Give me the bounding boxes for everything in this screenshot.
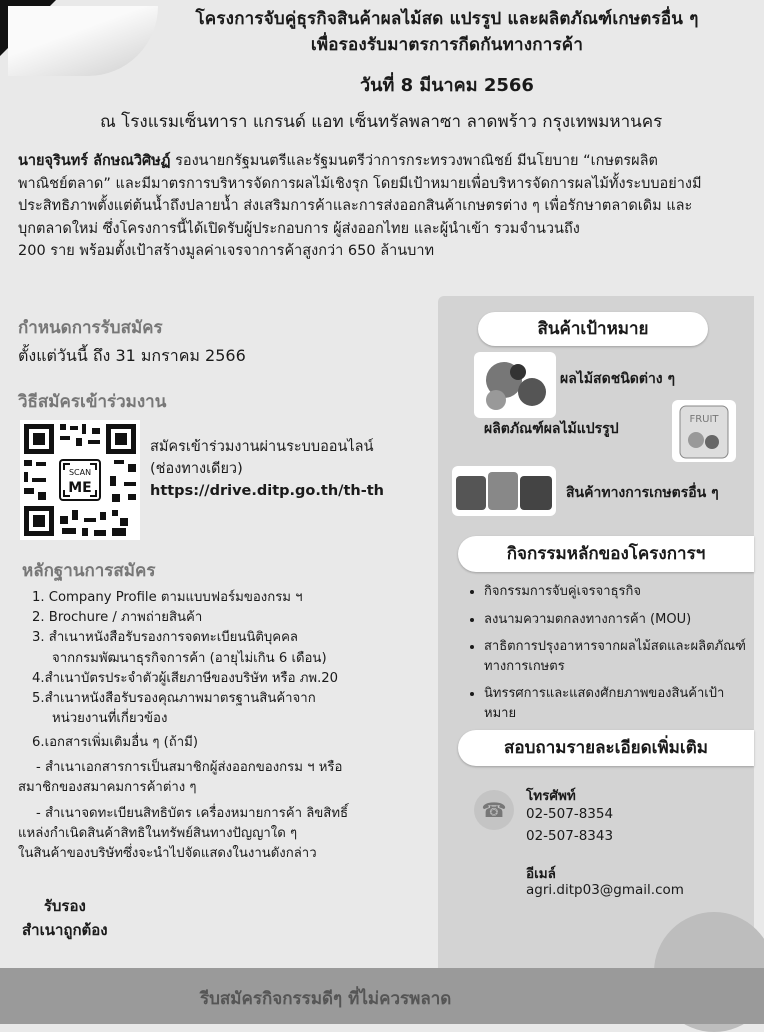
- qr-code[interactable]: [20, 420, 140, 540]
- fruit-can-icon: [672, 400, 736, 462]
- header: [150, 6, 744, 99]
- target-processed-fruit: ผลิตภัณฑ์ผลไม้แปรรูป: [484, 421, 619, 437]
- document-item: 4.สำเนาบัตรประจำตัวผู้เสียภาษีของบริษัท หรือ ภพ.20: [32, 670, 339, 686]
- phone-number-1[interactable]: 02-507-8354: [526, 806, 614, 822]
- title-line-1: โครงการจับคู่ธุรกิจสินค้าผลไม้สด แปรรูป และผลิตภัณฑ์เกษตรอื่น ๆ: [195, 9, 699, 29]
- intro-line-3: ประสิทธิภาพตั้งแต่ต้นน้ำถึงปลายน้ำ ส่งเสริมการค้าและการส่งออกสินค้าเกษตรต่าง ๆ เพื่อรักษาตลาดเดิม และ: [18, 198, 693, 214]
- fresh-fruit-icon: [474, 352, 556, 418]
- phone-label: โทรศัพท์: [526, 788, 576, 804]
- activity-item: • สาธิตการปรุงอาหารจากผลไม้สดและผลิตภัณฑ์ทางการเกษตร: [484, 637, 754, 676]
- document-item: 3. สำเนาหนังสือรับรองการจดทะเบียนนิติบุคคล: [32, 630, 299, 646]
- certified-line-1: รับรอง: [43, 897, 86, 915]
- deadline-heading: กำหนดการรับสมัคร: [18, 318, 163, 338]
- activity-item: • ลงนามความตกลงทางการค้า (MOU): [484, 610, 754, 630]
- document-item: 5.สำเนาหนังสือรับรองคุณภาพมาตรฐานสินค้าจาก: [32, 691, 316, 707]
- agri-products-image: [452, 466, 556, 516]
- intro-line-4: บุกตลาดใหม่ ซึ่งโครงการนี้ได้เปิดรับผู้ประกอบการ ผู้ส่งออกไทย และผู้นำเข้า รวมจำนวนถึง: [18, 220, 580, 237]
- registration-line-1: สมัครเข้าร่วมงานผ่านระบบออนไลน์: [150, 439, 374, 455]
- document-item: 1. Company Profile ตามแบบฟอร์มของกรม ฯ: [32, 590, 303, 605]
- activity-item: • กิจกรรมการจับคู่เจรจาธุรกิจ: [484, 582, 754, 602]
- registration-url[interactable]: https://drive.ditp.go.th/th-th: [150, 483, 384, 499]
- fruit-can-image: [672, 400, 736, 462]
- email-address[interactable]: agri.ditp03@gmail.com: [526, 882, 684, 898]
- activities-list: [470, 582, 754, 731]
- activity-item: • นิทรรศการและแสดงศักยภาพของสินค้าเป้าหมาย: [484, 684, 754, 723]
- document-item-continued: หน่วยงานที่เกี่ยวข้อง: [52, 711, 168, 727]
- activities-heading: กิจกรรมหลักของโครงการฯ: [458, 536, 754, 572]
- intro-paragraph: [18, 150, 742, 263]
- phone-number-2[interactable]: 02-507-8343: [526, 828, 614, 844]
- fruit-can-label: FRUIT: [689, 414, 719, 425]
- target-agri-products: สินค้าทางการเกษตรอื่น ๆ: [566, 485, 719, 501]
- footer-slogan: รีบสมัครกิจกรรมดีๆ ที่ไม่ควรพลาด: [200, 989, 452, 1009]
- qr-scan-label: SCAN: [68, 468, 92, 477]
- minister-name: นายจุรินทร์ ลักษณวิศิษฏ์: [18, 153, 171, 169]
- target-fresh-fruit: ผลไม้สดชนิดต่าง ๆ: [560, 371, 676, 387]
- document-note-line: ในสินค้าของบริษัทซึ่งจะนำไปจัดแสดงในงานดังกล่าว: [18, 846, 317, 862]
- agri-products-icon: [452, 466, 556, 516]
- document-item: 2. Brochure / ภาพถ่ายสินค้า: [32, 610, 203, 626]
- document-note-line: - สำเนาจดทะเบียนสิทธิบัตร เครื่องหมายการค้า ลิขสิทธิ์: [36, 806, 349, 822]
- targets-heading: สินค้าเป้าหมาย: [478, 312, 708, 346]
- documents-heading: หลักฐานการสมัคร: [22, 561, 156, 581]
- logo-graphic: [8, 6, 158, 76]
- document-note-line: - สำเนาเอกสารการเป็นสมาชิกผู้ส่งออกของกรม ฯ หรือ: [36, 759, 343, 775]
- contact-heading: สอบถามรายละเอียดเพิ่มเติม: [458, 730, 754, 766]
- certified-line-2: สำเนาถูกต้อง: [22, 921, 108, 939]
- phone-icon: ☎: [474, 790, 514, 830]
- intro-line-1: รองนายกรัฐมนตรีและรัฐมนตรีว่าการกระทรวงพาณิชย์ มีนโยบาย “เกษตรผลิต: [170, 153, 658, 169]
- intro-line-2: พาณิชย์ตลาด” และมีมาตรการบริหารจัดการผลไม้เชิงรุก โดยมีเป้าหมายเพื่อบริหารจัดการผลไม้ทั้งระบบอย่างมี: [18, 175, 702, 192]
- registration-heading: วิธีสมัครเข้าร่วมงาน: [18, 392, 167, 412]
- registration-line-2: (ช่องทางเดียว): [150, 461, 243, 477]
- intro-line-5: 200 ราย พร้อมตั้งเป้าสร้างมูลค่าเจรจาการค้าสูงกว่า 650 ล้านบาท: [18, 243, 435, 259]
- certified-stamp: [22, 894, 108, 942]
- document-note-line: สมาชิกของสมาคมการค้าต่าง ๆ: [18, 779, 197, 795]
- document-note-line: แหล่งกำเนิดสินค้าสิทธิในทรัพย์สินทางปัญญาใด ๆ: [18, 826, 298, 842]
- event-date: วันที่ 8 มีนาคม 2566: [360, 75, 534, 96]
- fresh-fruit-image: [474, 352, 556, 418]
- qr-me-label: ME: [68, 480, 92, 496]
- document-item-continued: จากกรมพัฒนาธุรกิจการค้า (อายุไม่เกิน 6 เดือน): [52, 650, 327, 666]
- title-line-2: เพื่อรองรับมาตรการกีดกันทางการค้า: [310, 35, 584, 55]
- documents-list: [18, 588, 430, 865]
- registration-info: [150, 436, 384, 502]
- qr-code-graphic: [20, 420, 140, 540]
- document-item: 6.เอกสารเพิ่มเติมอื่น ๆ (ถ้ามี): [32, 735, 198, 751]
- event-venue: ณ โรงแรมเซ็นทารา แกรนด์ แอท เซ็นทรัลพลาซา ลาดพร้าว กรุงเทพมหานคร: [100, 112, 663, 132]
- email-label: อีเมล์: [526, 866, 556, 882]
- deadline-text: ตั้งแต่วันนี้ ถึง 31 มกราคม 2566: [18, 346, 246, 365]
